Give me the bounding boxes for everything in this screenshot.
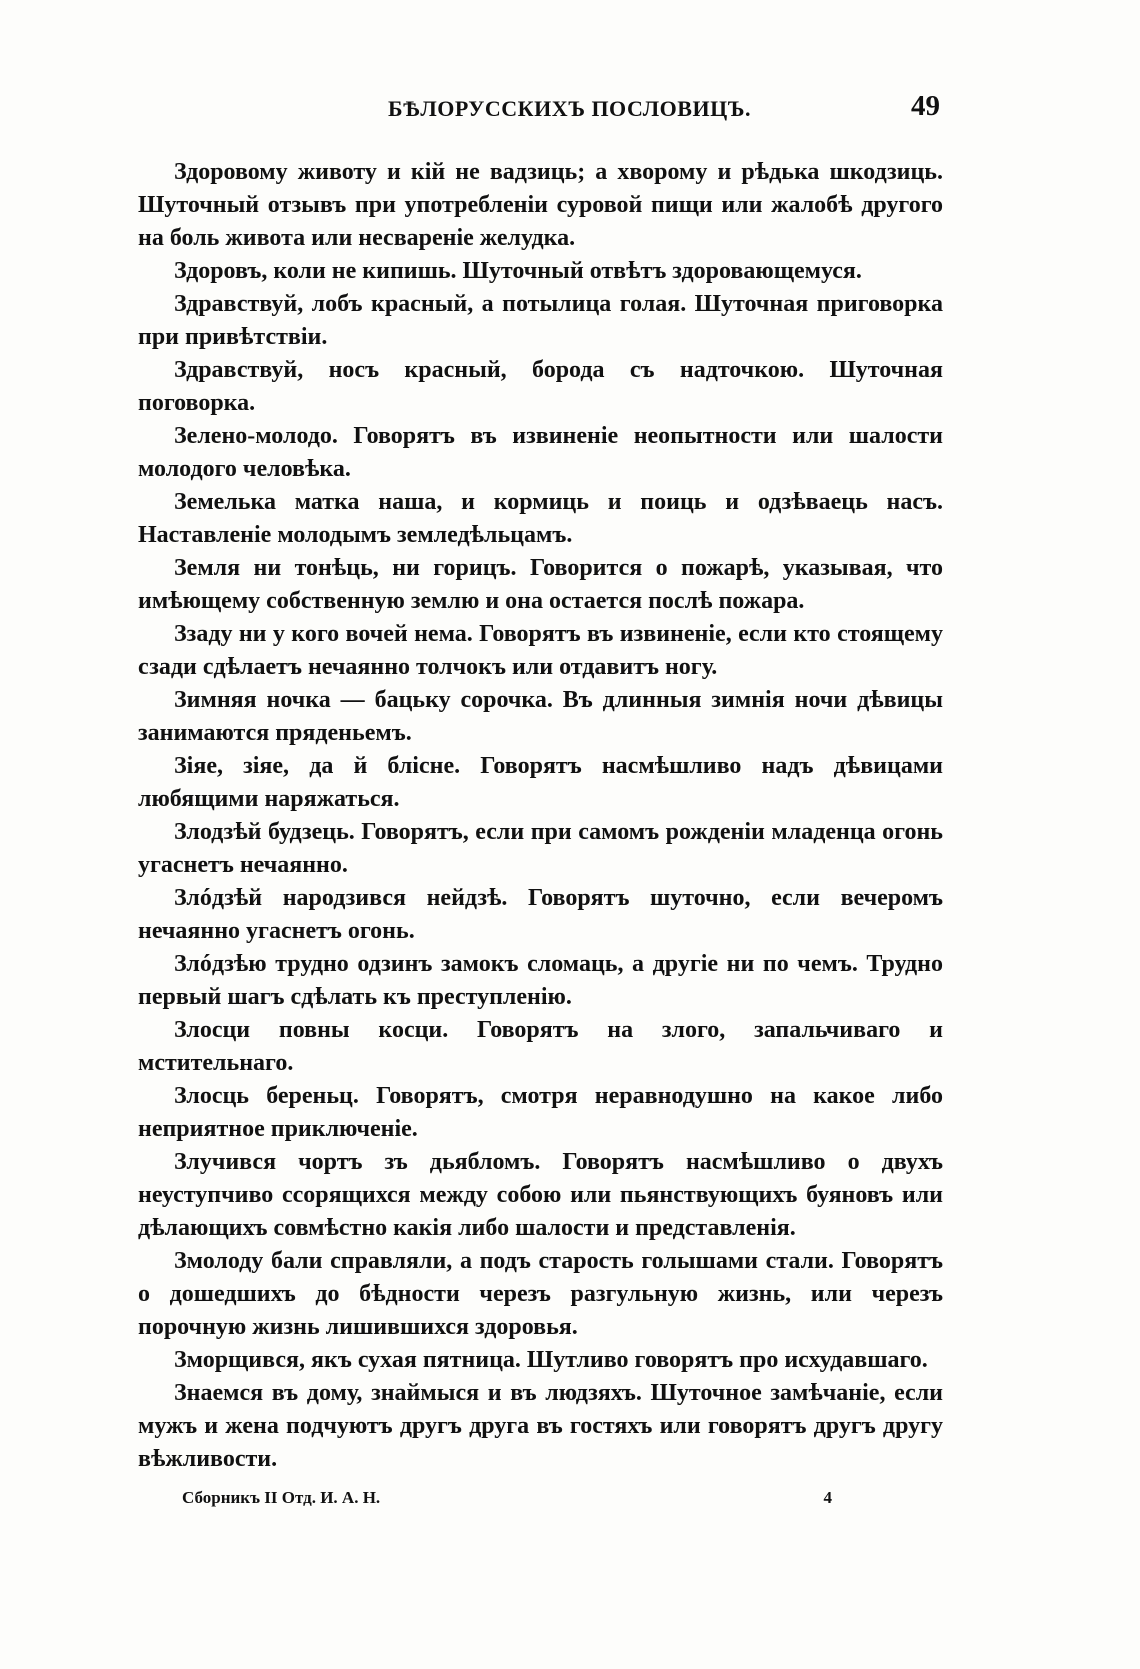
running-title: БѢЛОРУССКИХЪ ПОСЛОВИЦЪ. <box>388 96 752 121</box>
proverb-entry: Змолоду бали справляли, а подъ старость голышами стали. Говорятъ о дошедшихъ до бѣдности черезъ разгульную жизнь, или черезъ порочную жизнь лишившихся здоровья. <box>138 1248 943 1340</box>
proverb-entry: Зіяе, зіяе, да й блісне. Говорятъ насмѣшливо надъ дѣвицами любящими наряжаться. <box>138 753 943 812</box>
proverb-entry: Злосци повны косци. Говорятъ на злого, запальчиваго и мстительнаго. <box>138 1017 943 1076</box>
proverb-entry: Здравствуй, лобъ красный, а потылица голая. Шуточная приговорка при привѣтствіи. <box>138 291 943 350</box>
proverb-entry: Земелька матка наша, и кормиць и поиць и одзѣваець насъ. Наставленіе молодымъ земледѣльцамъ. <box>138 489 943 548</box>
proverb-entry: Ззаду ни у кого вочей нема. Говорятъ въ извиненіе, если кто стоящему сзади сдѣлаетъ нечаянно толчокъ или отдавитъ ногу. <box>138 621 943 680</box>
proverb-entry: Зимняя ночка — бацьку сорочка. Въ длинныя зимнія ночи дѣвицы занимаются пряденьемъ. <box>138 687 943 746</box>
proverb-entry: Злодзѣй будзець. Говорятъ, если при самомъ рожденіи младенца огонь угаснетъ нечаянно. <box>138 819 943 878</box>
proverb-entry: Злóдзѣю трудно одзинъ замокъ сломаць, а другіе ни по чемъ. Трудно первый шагъ сдѣлать къ преступленію. <box>138 951 943 1010</box>
collection-name: Сборникъ II Отд. И. А. Н. <box>182 1488 381 1507</box>
signature-mark: 4 <box>823 1488 832 1507</box>
proverb-entry: Злосць береньц. Говорятъ, смотря неравнодушно на какое либо неприятное приключеніе. <box>138 1083 943 1142</box>
page-footer <box>182 1488 832 1514</box>
proverb-entry: Злучився чортъ зъ дьябломъ. Говорятъ насмѣшливо о двухъ неуступчиво ссорящихся между собою или пьянствующихъ буяновъ или дѣлающихъ совмѣстно какія либо шалости и представленія. <box>138 1149 943 1241</box>
proverb-list <box>138 156 943 1476</box>
proverb-entry: Зелено-молодо. Говорятъ въ извиненіе неопытности или шалости молодого человѣка. <box>138 423 943 482</box>
proverb-entry: Здоровъ, коли не кипишь. Шуточный отвѣтъ здоровающемуся. <box>174 258 862 284</box>
proverb-entry: Земля ни тонѣць, ни горицъ. Говорится о пожарѣ, указывая, что имѣющему собственную землю и она остается послѣ пожара. <box>138 555 943 614</box>
proverb-entry: Злóдзѣй народзився нейдзѣ. Говорятъ шуточно, если вечеромъ нечаянно угаснетъ огонь. <box>138 885 943 944</box>
proverb-entry: Здоровому животу и кій не вадзиць; а хворому и рѣдька шкодзиць. Шуточный отзывъ при употребленіи суровой пищи или жалобѣ другого на боль живота или несвареніе желудка. <box>138 159 943 251</box>
page-header <box>140 92 940 128</box>
proverb-entry: Здравствуй, носъ красный, борода съ надточкою. Шуточная поговорка. <box>138 357 943 416</box>
proverb-entry: Знаемся въ дому, знаймыся и въ людзяхъ. Шуточное замѣчаніе, если мужъ и жена подчуютъ другъ друга въ гостяхъ или говорятъ другъ другу вѣжливости. <box>138 1380 943 1472</box>
page-number: 49 <box>911 90 940 122</box>
proverb-entry: Зморщився, якъ сухая пятница. Шутливо говорятъ про исхудавшаго. <box>174 1347 928 1373</box>
